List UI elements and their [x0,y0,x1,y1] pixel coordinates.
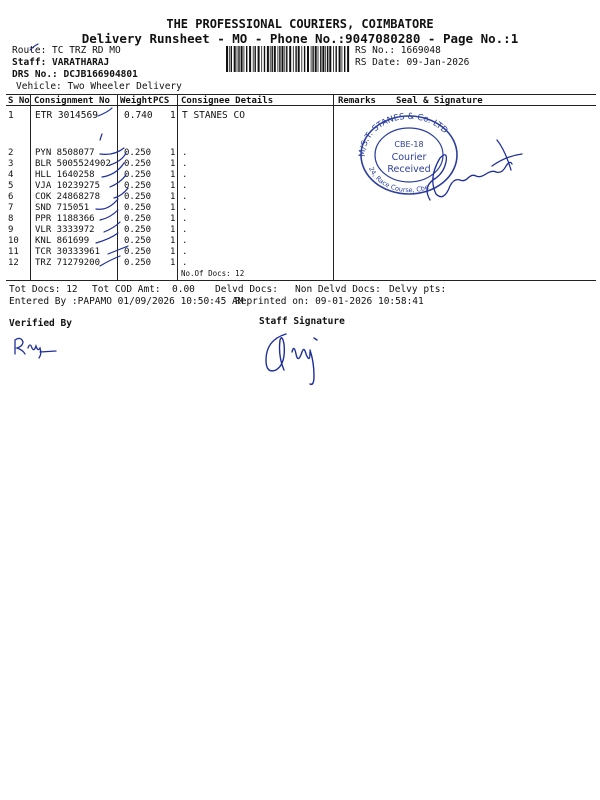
reprinted-on: Reprinted on: 09-01-2026 10:58:41 [235,296,424,307]
delvd-docs: Delvd Docs: [215,284,278,295]
stamp-line2: Received [387,164,431,175]
route-label: Route: TC TRZ RD MO [12,45,121,56]
runsheet-subtitle: Delivery Runsheet - MO - Phone No.:9047080280 - Page No.:1 [81,31,519,46]
tick-icon [114,188,128,198]
rs-number: RS No.: 1669048 [355,45,441,56]
row-weight: 0.250 [124,247,152,257]
row-consignment: TCR 30333961 [35,247,101,257]
row-consignment: KNL 861699 [35,236,90,246]
row-consignee: . [182,203,188,213]
row-consignee: . [182,170,188,180]
tick-icon [108,246,128,254]
row-pcs: 1 [170,258,176,268]
row-weight: 0.250 [124,236,152,246]
non-delvd-docs: Non Delvd Docs: [295,284,381,295]
verified-by-label: Verified By [9,318,72,329]
row-consignment: VJA 10239275 [35,181,101,191]
tot-cod-label: Tot COD Amt: [92,284,161,295]
tick-icon [96,199,118,209]
row-consignment: VLR 3333972 [35,225,95,235]
row-sno: 12 [8,258,19,268]
vehicle-label: Vehicle: Two Wheeler Delivery [16,81,182,92]
row-consignee: . [182,148,188,158]
delvy-pts: Delvy pts: [389,284,447,295]
drs-number: DRS No.: DCJB166904801 [12,69,138,80]
no-of-docs: No.Of Docs: 12 [181,269,245,278]
stamp-line1: Courier [391,152,427,163]
tick-icon [102,163,124,177]
row-weight: 0.250 [124,192,152,202]
row-consignment: SND 715051 [35,203,90,213]
row-weight: 0.250 [124,148,152,158]
row-pcs: 1 [170,192,176,202]
row-pcs: 1 [170,159,176,169]
row-weight: 0.740 [124,110,153,121]
tick-icon [100,134,102,140]
col-consignment: Consignment No [34,96,110,106]
row-sno: 5 [8,181,14,191]
row-weight: 0.250 [124,159,152,169]
tot-cod-value: 0.00 [172,284,195,295]
stamp-bottom-text: 24, Race Course, Cbe [367,165,430,195]
row-weight: 0.250 [124,225,152,235]
row-consignee: . [182,192,188,202]
tick-icon [100,210,118,220]
row-consignee: . [182,159,188,169]
row-sno: 9 [8,225,14,235]
stamp-ring-text: M/S.T. STANES & Co. LTD [357,111,450,158]
row-pcs: 1 [170,247,176,257]
route-strike-icon [30,44,38,50]
stamp-code: CBE-18 [394,140,424,149]
tot-docs: Tot Docs: 12 [9,284,78,295]
row-consignment: TRZ 71279200 [35,258,101,268]
row-pcs: 1 [170,110,176,121]
col-remarks: Remarks [338,96,376,106]
row-weight: 0.250 [124,258,152,268]
row-consignee: . [182,247,188,257]
col-pcs: PCS [153,96,170,106]
tick-icon [100,256,120,266]
tick-marks [30,44,128,266]
staff-signature-label: Staff Signature [259,316,345,327]
row-consignment: ETR 3014569 [35,110,98,121]
row-pcs: 1 [170,181,176,191]
row-sno: 10 [8,236,19,246]
row-consignment: COK 24868278 [35,192,101,202]
col-sno: S No [8,96,30,106]
row-consignee: . [182,236,188,246]
row-sno: 2 [8,148,14,158]
rs-date: RS Date: 09-Jan-2026 [355,57,470,68]
tick-icon [100,148,124,154]
row-pcs: 1 [170,148,176,158]
row-consignment: PPR 1188366 [35,214,95,224]
row-pcs: 1 [170,225,176,235]
col-consignee: Consignee Details [181,96,274,106]
row-pcs: 1 [170,203,176,213]
row-consignee: T STANES CO [182,110,245,121]
row-weight: 0.250 [124,181,152,191]
row-consignee: . [182,258,188,268]
row-sno: 3 [8,159,14,169]
staff-signature [266,334,317,384]
recipient-signature [427,140,522,200]
row-consignee: . [182,181,188,191]
row-sno: 11 [8,247,19,257]
tick-icon [98,108,112,116]
entered-by: Entered By :PAPAMO 01/09/2026 10:50:45 AM [9,296,244,307]
row-pcs: 1 [170,170,176,180]
row-sno: 4 [8,170,14,180]
row-pcs: 1 [170,214,176,224]
staff-label: Staff: VARATHARAJ [12,57,110,68]
row-weight: 0.250 [124,170,152,180]
row-sno: 6 [8,192,14,202]
row-weight: 0.250 [124,214,152,224]
tick-icon [96,233,118,243]
row-sno: 7 [8,203,14,213]
row-consignee: . [182,225,188,235]
stamp [358,112,457,194]
row-weight: 0.250 [124,203,152,213]
company-title: THE PROFESSIONAL COURIERS, COIMBATORE [166,17,434,31]
row-sno: 8 [8,214,14,224]
col-weight: Weight [120,96,153,106]
col-seal: Seal & Signature [396,96,483,106]
row-consignment: PYN 8508077 [35,148,95,158]
verified-by-signature [15,338,56,358]
row-pcs: 1 [170,236,176,246]
tick-icon [110,175,126,187]
row-sno: 1 [8,110,14,121]
row-consignment: HLL 1640258 [35,170,95,180]
row-consignment: BLR 5005524902 [35,159,111,169]
row-consignee: . [182,214,188,224]
tick-icon [104,222,120,232]
